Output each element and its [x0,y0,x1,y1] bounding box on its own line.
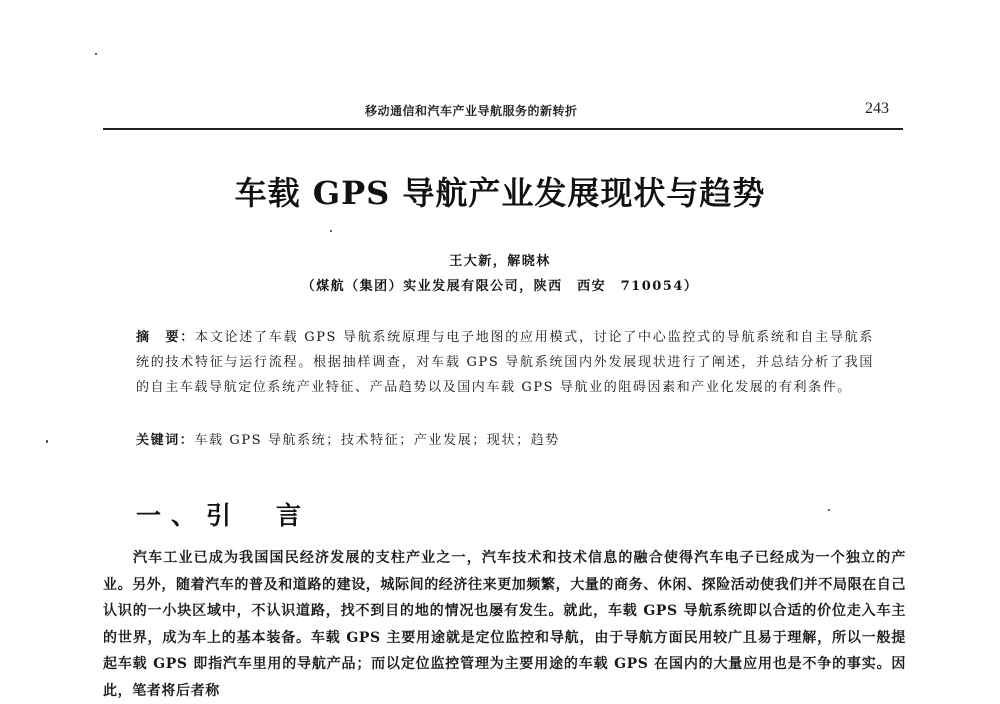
abstract-label: 摘 要： [136,330,196,345]
affiliation: （煤航（集团）实业发展有限公司，陕西 西安 710054） [301,279,699,294]
keywords [136,428,874,453]
keywords-label: 关键词： [136,433,195,448]
scan-speck [828,509,830,511]
paper-title: 车载 GPS 导航产业发展现状与趋势 [234,174,766,212]
abstract-text: 本文论述了车载 GPS 导航系统原理与电子地图的应用模式，讨论了中心监控式的导航系统和自主导航系统的技术特征与运行流程。根据抽样调查，对车载 GPS 导航系统国内外发展现状进行了阐述，并总结分析了我国的自主车载导航定位系统产业特征、产品趋势以及国内车载 GPS 导航业的阻碍因素和产业化发展的有利条件。 [136,330,874,395]
section-heading: 一、引 言 [136,501,312,530]
scan-speck [95,53,97,55]
abstract [136,325,874,400]
page-number: 243 [865,100,889,117]
running-title: 移动通信和汽车产业导航服务的新转折 [365,104,578,118]
scan-speck [46,440,48,443]
scan-speck [330,230,332,232]
body-paragraph: 汽车工业已成为我国国民经济发展的支柱产业之一，汽车技术和技术信息的融合使得汽车电子已经成为一个独立的产业。另外，随着汽车的普及和道路的建设，城际间的经济往来更加频繁，大量的商务、休闲、探险活动使我们并不局限在自己认识的一小块区域中，不认识道路，找不到目的地的情况也屡有发生。就此，车载 GPS 导航系统即以合适的价位走入车主的世界，成为车上的基本装备。车载 GPS 主要用途就是定位监控和导航，由于导航方面民用较广且易于理解，所以一般提起车载 GPS 即指汽车里用的导航产品；而以定位监控管理为主要用途的车载 GPS 在国内的大量应用也是不争的事实。因此，笔者将后者称 [103,550,906,699]
authors: 王大新，解晓林 [449,254,551,269]
keywords-text: 车载 GPS 导航系统；技术特征；产业发展；现状；趋势 [194,433,560,448]
running-header [103,98,903,130]
